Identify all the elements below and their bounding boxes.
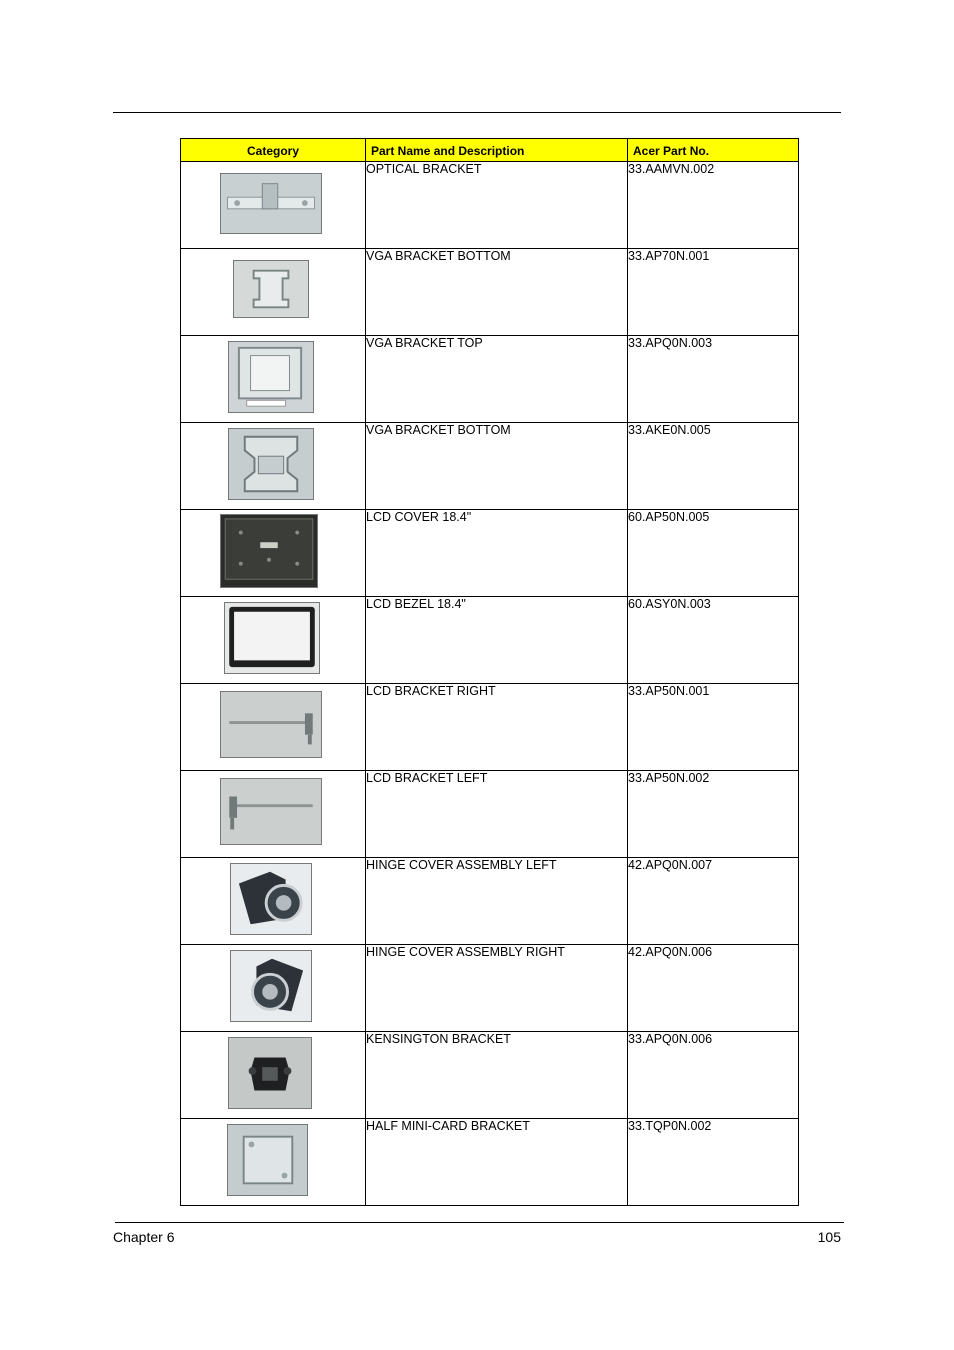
category-cell — [181, 858, 366, 945]
hinge-cover-right-photo — [230, 950, 312, 1022]
table-row — [181, 162, 799, 249]
header-rule — [113, 112, 841, 113]
table-row — [181, 771, 799, 858]
table-row — [181, 336, 799, 423]
part-number-cell: 33.APQ0N.006 — [628, 1032, 799, 1119]
category-cell — [181, 1032, 366, 1119]
table-row — [181, 510, 799, 597]
table-row — [181, 945, 799, 1032]
vga-bracket-bottom-photo — [233, 260, 309, 318]
category-cell — [181, 336, 366, 423]
kensington-bracket-photo — [228, 1037, 312, 1109]
category-cell — [181, 423, 366, 510]
half-minicard-bracket-photo — [227, 1124, 308, 1196]
table-row — [181, 1119, 799, 1206]
part-number-cell: 33.APQ0N.003 — [628, 336, 799, 423]
part-name-cell: VGA BRACKET TOP — [366, 336, 628, 423]
part-number-cell: 33.AAMVN.002 — [628, 162, 799, 249]
parts-table — [180, 138, 799, 1206]
category-cell — [181, 510, 366, 597]
vga-bracket-top-photo — [228, 341, 314, 413]
part-number-cell: 33.AP50N.002 — [628, 771, 799, 858]
chapter-label: Chapter 6 — [113, 1229, 175, 1245]
header-category: Category — [181, 139, 366, 162]
page-number: 105 — [817, 1229, 841, 1245]
lcd-bezel-photo — [224, 602, 320, 674]
part-name-cell: HALF MINI-CARD BRACKET — [366, 1119, 628, 1206]
part-number-cell: 33.AP70N.001 — [628, 249, 799, 336]
part-name-cell: VGA BRACKET BOTTOM — [366, 423, 628, 510]
category-cell — [181, 162, 366, 249]
optical-bracket-photo — [220, 173, 322, 234]
table-header-row — [181, 139, 799, 162]
category-cell — [181, 249, 366, 336]
category-cell — [181, 597, 366, 684]
category-cell — [181, 684, 366, 771]
part-number-cell: 60.AP50N.005 — [628, 510, 799, 597]
part-name-cell: LCD BRACKET LEFT — [366, 771, 628, 858]
table-row — [181, 423, 799, 510]
part-number-cell: 42.APQ0N.007 — [628, 858, 799, 945]
table-row — [181, 1032, 799, 1119]
header-part-number: Acer Part No. — [628, 139, 799, 162]
part-number-cell: 33.AKE0N.005 — [628, 423, 799, 510]
table-row — [181, 249, 799, 336]
hinge-cover-left-photo — [230, 863, 312, 935]
table-row — [181, 684, 799, 771]
part-number-cell: 60.ASY0N.003 — [628, 597, 799, 684]
part-name-cell: VGA BRACKET BOTTOM — [366, 249, 628, 336]
part-number-cell: 33.AP50N.001 — [628, 684, 799, 771]
category-cell — [181, 945, 366, 1032]
part-number-cell: 33.TQP0N.002 — [628, 1119, 799, 1206]
part-name-cell: LCD COVER 18.4" — [366, 510, 628, 597]
part-name-cell: HINGE COVER ASSEMBLY LEFT — [366, 858, 628, 945]
lcd-bracket-left-photo — [220, 778, 322, 845]
table-row — [181, 858, 799, 945]
category-cell — [181, 1119, 366, 1206]
part-name-cell: LCD BRACKET RIGHT — [366, 684, 628, 771]
part-name-cell: LCD BEZEL 18.4" — [366, 597, 628, 684]
part-name-cell: HINGE COVER ASSEMBLY RIGHT — [366, 945, 628, 1032]
vga-bracket-bottom-photo — [228, 428, 314, 500]
header-part-name: Part Name and Description — [366, 139, 628, 162]
part-name-cell: KENSINGTON BRACKET — [366, 1032, 628, 1119]
part-name-cell: OPTICAL BRACKET — [366, 162, 628, 249]
lcd-bracket-right-photo — [220, 691, 322, 758]
lcd-cover-photo — [220, 514, 318, 588]
part-number-cell: 42.APQ0N.006 — [628, 945, 799, 1032]
footer-rule — [115, 1222, 844, 1223]
category-cell — [181, 771, 366, 858]
table-row — [181, 597, 799, 684]
